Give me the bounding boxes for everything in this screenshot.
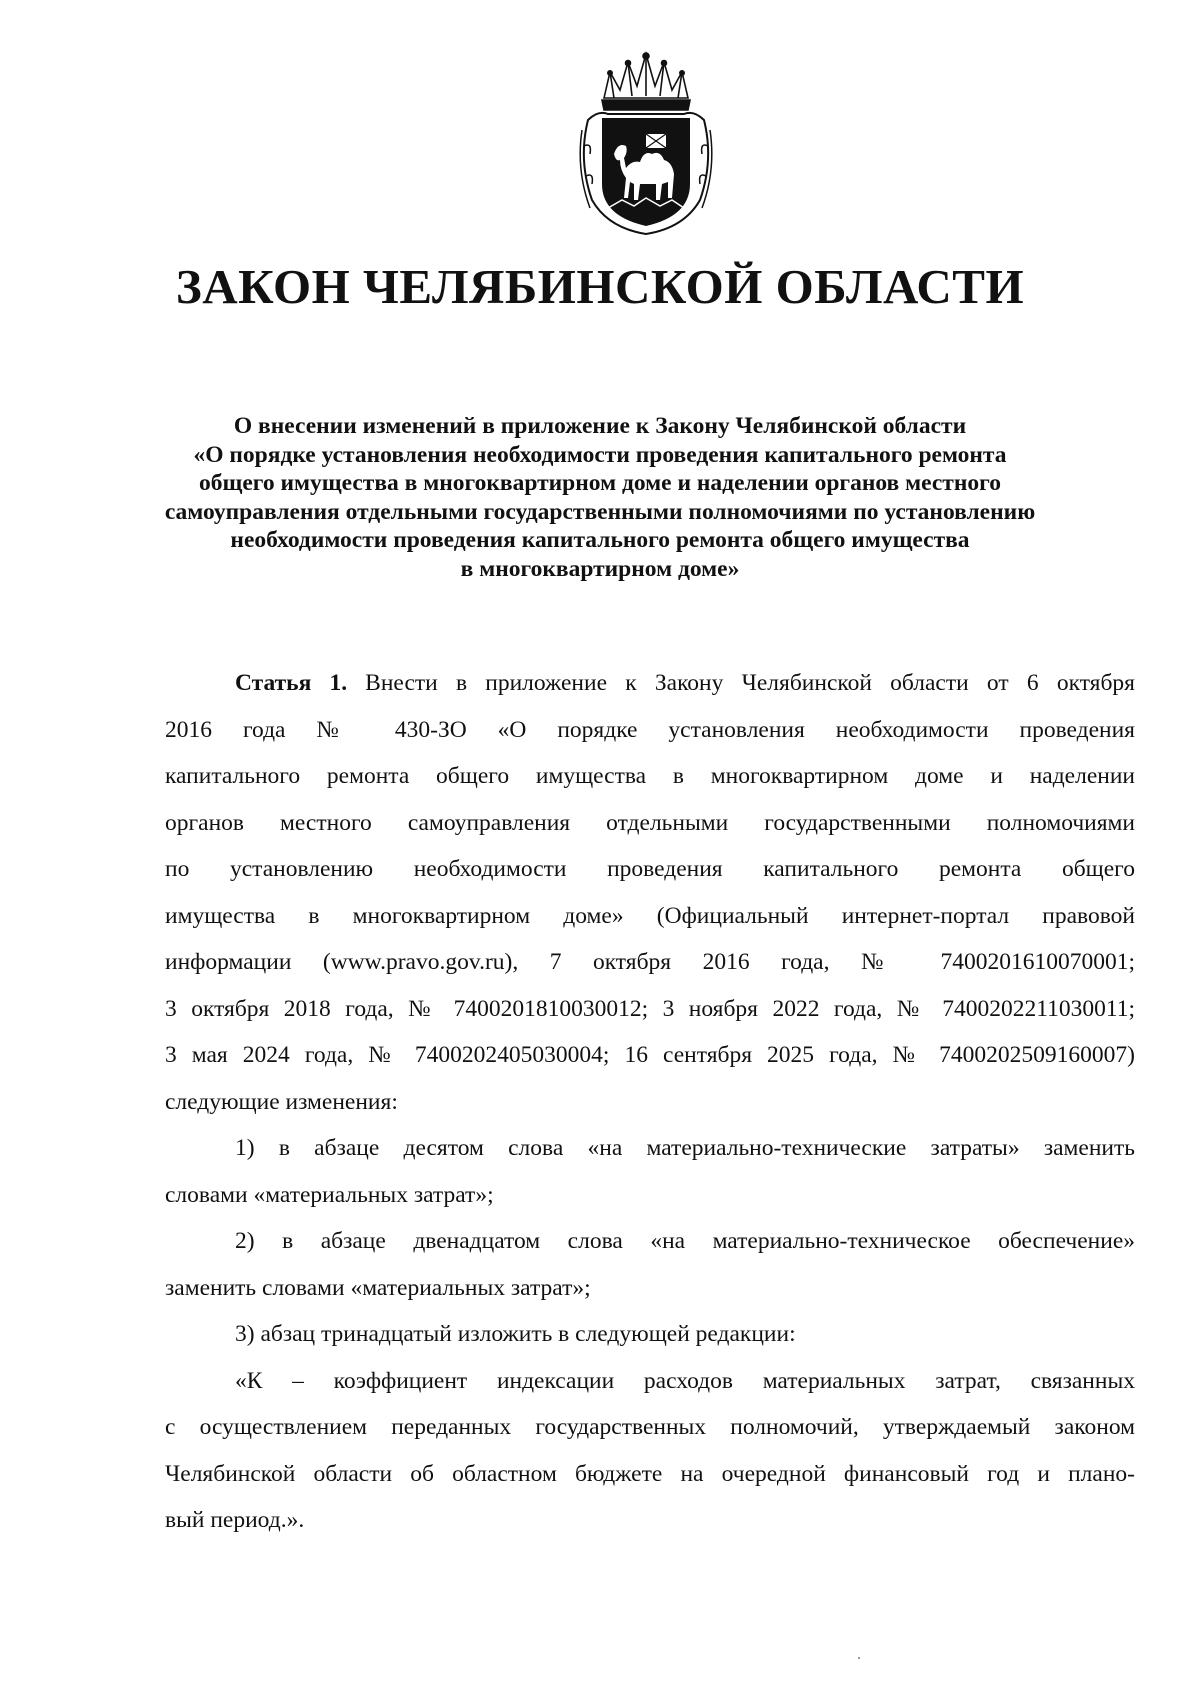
article-label: Статья 1. xyxy=(235,670,348,696)
quote-line: вый период.». xyxy=(165,1507,305,1533)
subject-line: О внесении изменений в приложение к Закону Челябинской области xyxy=(233,413,967,439)
subject-line: в многоквартирном доме» xyxy=(460,555,740,582)
item-3-line: 3) абзац тринадцатый изложить в следующей редакции: xyxy=(235,1321,796,1347)
coat-of-arms-emblem xyxy=(574,50,718,236)
subject-line: «О порядке установления необходимости проведения капитального ремонта xyxy=(193,441,1007,468)
scan-speck xyxy=(858,1657,860,1659)
article-text-line: 3 мая 2024 года, № 7400202405030004; 16 сентября 2025 года, № 7400202509160007) xyxy=(165,1042,1135,1068)
article-text-line: имущества в многоквартирном доме» (Официальный интернет-портал правовой xyxy=(165,902,1135,929)
subject-line: самоуправления отдельными государственными полномочиями по установлению xyxy=(164,498,1036,525)
article-text-line: 2016 года № 430-ЗО «О порядке установления необходимости проведения xyxy=(165,716,1135,743)
subject-line: необходимости проведения капитального ремонта общего имущества xyxy=(230,527,970,553)
law-subject xyxy=(150,412,1050,583)
article-text-line: Внести в приложение к Закону Челябинской области от 6 октября xyxy=(365,670,1135,696)
document-title: ЗАКОН ЧЕЛЯБИНСКОЙ ОБЛАСТИ xyxy=(175,259,1025,314)
article-1 xyxy=(165,660,1135,1544)
item-2-line: заменить словами «материальных затрат»; xyxy=(165,1274,591,1301)
article-text-line: органов местного самоуправления отдельными государственными полномочиями xyxy=(165,809,1135,836)
item-2-line: 2) в абзаце двенадцатом слова «на материально-техническое обеспечение» xyxy=(235,1228,1135,1254)
article-text-line: следующие изменения: xyxy=(165,1088,398,1115)
article-first-line xyxy=(165,660,1135,707)
article-text-line: по установлению необходимости проведения капитального ремонта общего xyxy=(165,856,1135,882)
quote-line: с осуществлением переданных государственных полномочий, утверждаемый законом xyxy=(165,1414,1135,1440)
subject-line: общего имущества в многоквартирном доме и наделении органов местного xyxy=(199,470,1001,496)
item-1-line: 1) в абзаце десятом слова «на материально-технические затраты» заменить xyxy=(235,1135,1135,1161)
item-1-line: словами «материальных затрат»; xyxy=(165,1181,494,1208)
article-text-line: информации (www.pravo.gov.ru), 7 октября 2016 года, № 7400201610070001; xyxy=(165,949,1135,975)
quote-line: «К – коэффициент индексации расходов материальных затрат, связанных xyxy=(235,1367,1135,1394)
article-text-line: капитального ремонта общего имущества в многоквартирном доме и наделении xyxy=(165,763,1135,789)
article-text-line: 3 октября 2018 года, № 7400201810030012; 3 ноября 2022 года, № 7400202211030011; xyxy=(165,995,1135,1022)
quote-line: Челябинской области об областном бюджете на очередной финансовый год и плано- xyxy=(165,1460,1135,1487)
